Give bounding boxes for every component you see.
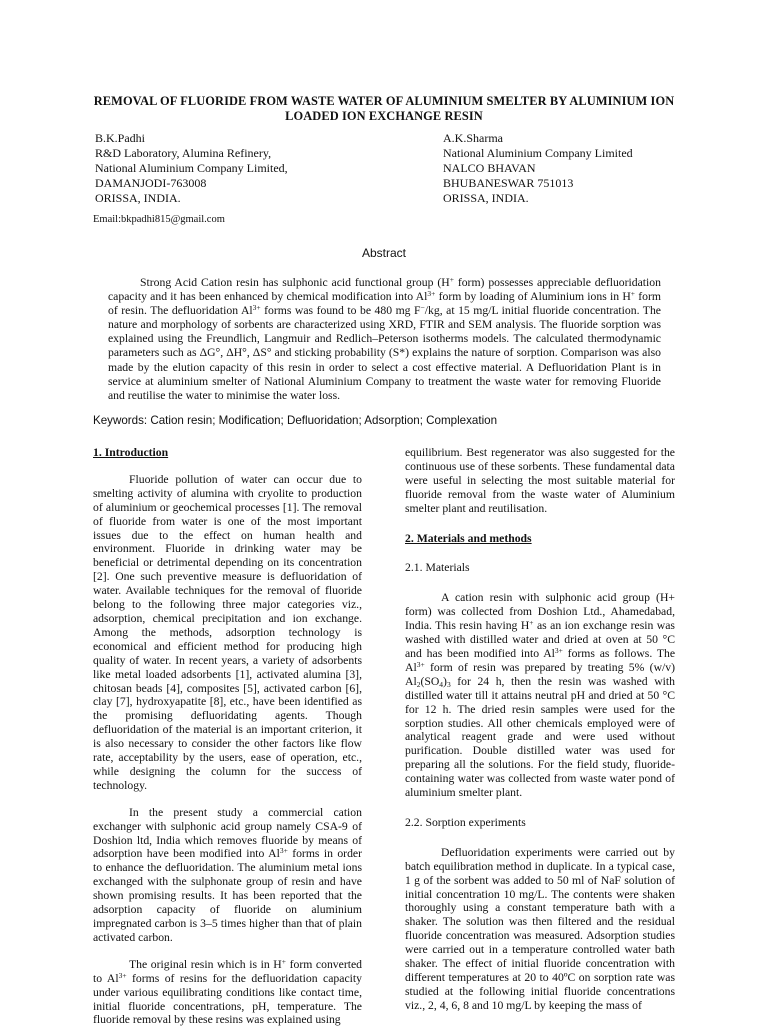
para-text: In the present study a commercial cation exchanger with sulphonic acid group namely CSA-9 of Doshion ltd, India which removes fluoride by means of adsorption have been modified into Al	[93, 805, 362, 861]
section-heading-materials-methods: 2. Materials and methods	[405, 531, 532, 545]
abstract-superscript: −	[420, 303, 425, 313]
abstract-superscript: +	[630, 289, 636, 299]
left-column	[93, 446, 362, 1027]
spacer	[405, 516, 675, 532]
intro-continuation: equilibrium. Best regenerator was also suggested for the continuous use of these sorbents. These fundamental data were useful in selecting the most suitable material for fluoride removal from the waste water of Aluminium smelter plant and reutilisation.	[405, 446, 675, 515]
abstract-text: form) possesses appreciable defluoridation capacity and it has been enhanced by chemical modification into Al	[108, 276, 661, 304]
superscript: 3+	[279, 846, 288, 856]
keywords-line: Keywords: Cation resin; Modification; Defluoridation; Adsorption; Complexation	[93, 414, 498, 427]
abstract-heading: Abstract	[361, 246, 406, 260]
superscript: 3+	[416, 659, 425, 669]
abstract-text: /kg, at 15 mg/L initial fluoride concentration. The nature and morphology of sorbents are characterized using XRD, FTIR and SEM analysis. The fluoride sorption was explained using the Freundlich, Langmuir and Redlich–Peterson isotherms models. The calculated thermodynamic parameters such as ΔG°, ΔH°, ΔS° and sticking probability (S*) explains the nature of sorption. Comparison was also made by the elution capacity of this resin in order to select a cost effective material. A Defluoridation Plant is in service at aluminium smelter of National Aluminium Company to treatment the waste water for removing Fluoride and reutilise the water to minimise the water loss.	[108, 304, 661, 402]
abstract-superscript: 3+	[252, 303, 261, 313]
para-text: form of resin was prepared by treating 5% (w/v) Al	[405, 660, 675, 688]
superscript: +	[281, 956, 286, 966]
para-text: A cation resin with sulphonic acid group (H+ form) was collected from Doshion Ltd., Ahamedabad, India. This resin having H	[405, 591, 675, 633]
author-block-right: A.K.Sharma National Aluminium Company Limited NALCO BHAVAN BHUBANESWAR 751013 ORISSA, INDIA.	[443, 131, 633, 205]
right-column	[405, 446, 675, 1013]
para-text: for 24 h, then the resin was washed with distilled water till it attains neutral pH and dried at 50 °C for 12 h. The dried resin samples were used for the sorption studies. All other chemicals employed were of analytical reagent grade and were used without purification. Double distilled water was used for preparing all the solutions. For the field study, fluoride-containing water was collected from waste water pond of aluminium smelter plant.	[405, 674, 675, 800]
para-text: )	[443, 674, 447, 688]
superscript: 3+	[118, 970, 127, 980]
subsection-heading-sorption: 2.2. Sorption experiments	[405, 815, 526, 829]
intro-paragraph-1: Fluoride pollution of water can occur due to smelting activity of alumina with cryolite to production of aluminium or geochemical processes [1]. The removal of fluoride from water is one of the most important issues due to the effect on human health and environment. Fluoride in drinking water may be beneficial or detrimental depending on its concentration [2]. One such preventive measure is defluoridation of water. Available techniques for the removal of fluoride belong to the following three major categories viz., adsorption, chemical precipitation and ion exchange. Among the methods, adsorption technology is economical and efficient method for producing high quality of water. In recent years, a variety of adsorbents like metal loaded adsorbents [1], activated alumina [3], chitosan beads [4], composites [5], activated carbon [6], clay [7], hydroxyapatite [8], etc., have been identified as the promising defluoridating agents. Though defluoridation of the material is an important criterion, it is also necessary to consider the other factors like flow rate, acceptability by the users, ease of operation, etc., while designing the column for the success of technology.	[93, 472, 362, 792]
abstract-text: form by loading of Aluminium ions in H	[435, 290, 631, 304]
spacer	[405, 800, 675, 816]
para-text: forms as follows. The Al	[405, 646, 676, 674]
section-heading-introduction: 1. Introduction	[93, 446, 169, 459]
para-text: (SO	[420, 674, 440, 688]
para-text: forms in order to enhance the defluoridation. The aluminium metal ions exchanged with the sulphonate group of resin and have shown promising results. It has been reported that the adsorption capacity of fluoride on aluminium impregnated carbon is 3–5 times higher than that of plain activated carbon.	[93, 847, 362, 944]
intro-paragraph-3	[93, 958, 362, 1027]
abstract-text: forms was found to be 480 mg F	[260, 304, 421, 318]
intro-paragraph-2	[93, 806, 362, 945]
sorption-paragraph: Defluoridation experiments were carried out by batch equilibration method in duplicate. In a typical case, 1 g of the sorbent was added to 50 ml of NaF solution of initial concentration 10 mg/L. The contents were shaken thoroughly using a constant temperature bath with a shaker. The solution was then filtered and the residual fluoride concentration was measured. Adsorption studies were carried out in a temperature controlled water bath shaker. The effect of initial fluoride concentration with different temperatures at 20 to 40ºC on sorption rate was studied at the following initial fluoride concentrations viz., 2, 4, 6, 8 and 10 mg/L by keeping the mass of	[405, 845, 675, 1012]
subsection-heading-materials: 2.1. Materials	[405, 561, 470, 575]
spacer	[405, 545, 675, 561]
para-text: forms of resins for the defluoridation capacity under various equilibrating conditions like contact time, initial fluoride concentrations, pH, temperature. The fluoride removal by these resins was explained using	[93, 971, 362, 1027]
spacer	[405, 830, 675, 846]
author-block-left: B.K.Padhi R&D Laboratory, Alumina Refinery, National Aluminium Company Limited, DAMANJODI-763008 ORISSA, INDIA.	[95, 131, 288, 205]
abstract-superscript: +	[449, 275, 454, 284]
subscript: 4	[439, 679, 444, 689]
paper-title: REMOVAL OF FLUORIDE FROM WASTE WATER OF ALUMINIUM SMELTER BY ALUMINIUM ION LOADED ION EXCHANGE RESIN	[93, 94, 675, 123]
spacer	[93, 793, 362, 806]
superscript: 3+	[554, 645, 563, 655]
subscript: 2	[416, 679, 421, 689]
para-text: as an ion exchange resin was washed with distilled water and dried at oven at 50 °C and has been modified into Al	[405, 619, 675, 660]
abstract-superscript: 3+	[427, 289, 436, 299]
author-email: Email:bkpadhi815@gmail.com	[93, 214, 225, 225]
abstract-body	[108, 276, 661, 403]
subscript: 3	[446, 679, 451, 689]
superscript: +	[529, 618, 534, 628]
para-text: The original resin which is in H	[129, 957, 282, 971]
materials-paragraph	[405, 591, 675, 800]
spacer	[405, 575, 675, 591]
spacer	[93, 460, 362, 473]
spacer	[93, 945, 362, 958]
abstract-text: Strong Acid Cation resin has sulphonic acid functional group (H	[140, 276, 450, 289]
para-text: form converted to Al	[93, 957, 363, 985]
abstract-text: form of resin. The defluoridation Al	[108, 290, 661, 318]
